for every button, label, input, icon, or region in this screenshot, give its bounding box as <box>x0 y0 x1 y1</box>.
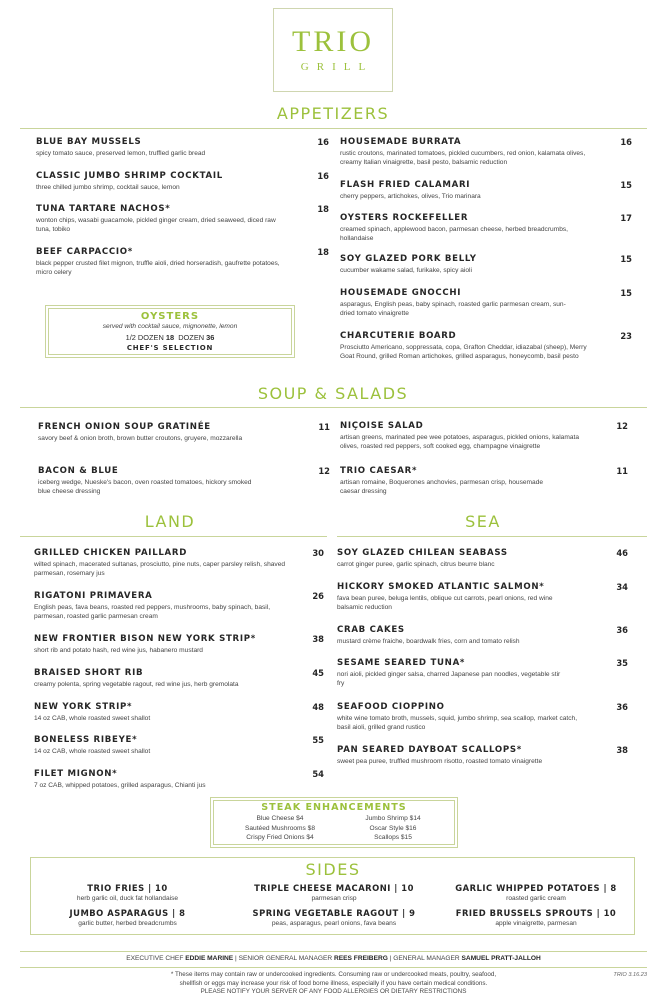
oysters-selection: CHEF'S SELECTION <box>126 344 214 352</box>
oysters-panel <box>45 311 295 352</box>
appetizers-rule <box>20 128 647 129</box>
sea-header: SEA <box>465 512 501 531</box>
side-item: SPRING VEGETABLE RAGOUT | 9 peas, asparagus, pearl onions, fava beans <box>252 908 416 927</box>
land-rule <box>20 536 327 537</box>
trio-grill-logo <box>273 8 393 92</box>
soup-salads-header: SOUP & SALADS <box>257 384 409 403</box>
soup-salads-rule <box>20 407 647 408</box>
menu-item: RIGATONI PRIMAVERA 26 English peas, fava beans, roasted red peppers, mushrooms, baby spinach, basil, parmesan, roasted garlic parmesan cream <box>34 591 324 621</box>
menu-item: NEW FRONTIER BISON NEW YORK STRIP* 38 short rib and potato hash, red wine jus, habanero mustard <box>34 634 324 654</box>
side-item: TRIPLE CHEESE MACARONI | 10 parmesan crisp <box>254 883 414 902</box>
menu-item: HOUSEMADE GNOCCHI 15 asparagus, English peas, baby spinach, roasted garlic parmesan cream, sun-dried tomato vinaigrette <box>340 288 632 318</box>
staff-line: EXECUTIVE CHEF EDDIE MARINE | SENIOR GENERAL MANAGER REES FREIBERG | GENERAL MANAGER SAMUEL PRATT-JALLOH <box>126 955 541 962</box>
oysters-subtitle: served with cocktail sauce, mignonette, lemon <box>102 323 238 330</box>
side-item: JUMBO ASPARAGUS | 8 garlic butter, herbed breadcrumbs <box>69 908 186 927</box>
menu-item: PAN SEARED DAYBOAT SCALLOPS* 38 sweet pea puree, truffled mushroom risotto, roasted tomato vinaigrette <box>337 745 628 765</box>
menu-item: CLASSIC JUMBO SHRIMP COCKTAIL 16 three chilled jumbo shrimp, cocktail sauce, lemon <box>36 171 329 191</box>
menu-item: SOY GLAZED CHILEAN SEABASS 46 carrot ginger puree, garlic spinach, citrus beurre blanc <box>337 548 628 568</box>
menu-item: BONELESS RIBEYE* 55 14 oz CAB, whole roasted sweet shallot <box>34 735 324 755</box>
menu-item: HOUSEMADE BURRATA 16 rustic croutons, marinated tomatoes, pickled cucumbers, red onion, kalamata olives, creamy Italian vinaigrette, basil pesto, balsamic reduction <box>340 137 632 167</box>
steak-enhancements-title: STEAK ENHANCEMENTS <box>261 802 407 813</box>
menu-item: CHARCUTERIE BOARD 23 Prosciutto Americano, soppressata, copa, Grafton Cheddar, idiazabal (sheep), Merry Goat Round, grilled Roman artichokes, grilled asparagus, honeycomb, basil pesto <box>340 331 632 361</box>
menu-item: SOY GLAZED PORK BELLY 15 cucumber wakame salad, furikake, spicy aioli <box>340 254 632 274</box>
menu-item: BEEF CARPACCIO* 18 black pepper crusted filet mignon, truffle aioli, dried horseradish, gaufrette potatoes, micro celery <box>36 247 329 277</box>
sides-header: SIDES <box>283 860 383 879</box>
appetizers-header: APPETIZERS <box>276 104 390 123</box>
menu-item: BRAISED SHORT RIB 45 creamy polenta, spring vegetable ragout, red wine jus, herb gremolata <box>34 668 324 688</box>
menu-item: OYSTERS ROCKEFELLER 17 creamed spinach, applewood bacon, parmesan cheese, herbed breadcrumbs, hollandaise <box>340 213 632 243</box>
menu-item: BLUE BAY MUSSELS 16 spicy tomato sauce, preserved lemon, truffled garlic bread <box>36 137 329 157</box>
disclaimer: * These items may contain raw or undercooked ingredients. Consuming raw or undercooked meats, poultry, seafood, shellfish or eggs may increase your risk of food borne illness, especially if you have certain medical conditions. PLEASE NOTIFY YOUR SERVER OF ANY FOOD ALLERGIES OR DIETARY RESTRICTIONS <box>170 971 497 996</box>
enhancements-right-list: Jumbo Shrimp $14 Oscar Style $16 Scallops $15 <box>365 815 421 842</box>
oysters-prices: 1/2 DOZEN 18 DOZEN 36 <box>125 333 215 342</box>
logo-title: TRIO <box>292 25 374 58</box>
menu-item: FLASH FRIED CALAMARI 15 cherry peppers, artichokes, olives, Trio marinara <box>340 180 632 200</box>
menu-item: SEAFOOD CIOPPINO 36 white wine tomato broth, mussels, squid, jumbo shrimp, sea scallop, market catch, basil aioli, grilled grand rustico <box>337 702 628 732</box>
side-item: GARLIC WHIPPED POTATOES | 8 roasted garlic cream <box>455 883 617 902</box>
menu-item: CRAB CAKES 36 mustard crème fraiche, boardwalk fries, corn and tomato relish <box>337 625 628 645</box>
menu-item: TUNA TARTARE NACHOS* 18 wonton chips, wasabi guacamole, pickled ginger cream, dried seaweed, diced raw tuna, tobiko <box>36 204 329 234</box>
menu-item: NEW YORK STRIP* 48 14 oz CAB, whole roasted sweet shallot <box>34 702 324 722</box>
menu-item: SESAME SEARED TUNA* 35 nori aioli, pickled ginger salsa, charred Japanese pan noodles, vegetable stir fry <box>337 658 628 688</box>
side-item: TRIO FRIES | 10 herb garlic oil, duck fat hollandaise <box>76 883 179 902</box>
staff-rule-bottom <box>20 967 647 968</box>
side-item: FRIED BRUSSELS SPROUTS | 10 apple vinaigrette, parmesan <box>455 908 617 927</box>
logo-subtitle: GRILL <box>300 61 374 73</box>
land-header: LAND <box>144 512 196 531</box>
sea-rule <box>337 536 647 537</box>
menu-item: TRIO CAESAR* 11 artisan romaine, Boquerones anchovies, parmesan crisp, housemade caesar dressing <box>340 466 628 496</box>
menu-version: TRIO 3.16.23 <box>613 972 647 978</box>
menu-item: GRILLED CHICKEN PAILLARD 30 wilted spinach, macerated sultanas, prosciutto, pine nuts, caper parsley relish, shaved parmesan, rosemary jus <box>34 548 324 578</box>
oysters-title: OYSTERS <box>140 311 200 322</box>
menu-item: HICKORY SMOKED ATLANTIC SALMON* 34 fava bean puree, beluga lentils, oblique cut carrots, pearl onions, red wine balsamic reduction <box>337 582 628 612</box>
menu-item: FILET MIGNON* 54 7 oz CAB, whipped potatoes, grilled asparagus, Chianti jus <box>34 769 324 789</box>
menu-item: NIÇOISE SALAD 12 artisan greens, marinated pee wee potatoes, asparagus, pickled onions, kalamata olives, roasted red peppers, soft cooked egg, champagne vinaigrette <box>340 421 628 451</box>
menu-item: FRENCH ONION SOUP GRATINÉE 11 savory beef & onion broth, brown butter croutons, gruyere, mozzarella <box>38 422 330 442</box>
enhancements-left-list: Blue Cheese $4 Sautéed Mushrooms $8 Crispy Fried Onions $4 <box>244 815 315 842</box>
menu-item: BACON & BLUE 12 iceberg wedge, Nueske's bacon, oven roasted tomatoes, hickory smoked blue cheese dressing <box>38 466 330 496</box>
staff-rule-top <box>20 951 647 952</box>
